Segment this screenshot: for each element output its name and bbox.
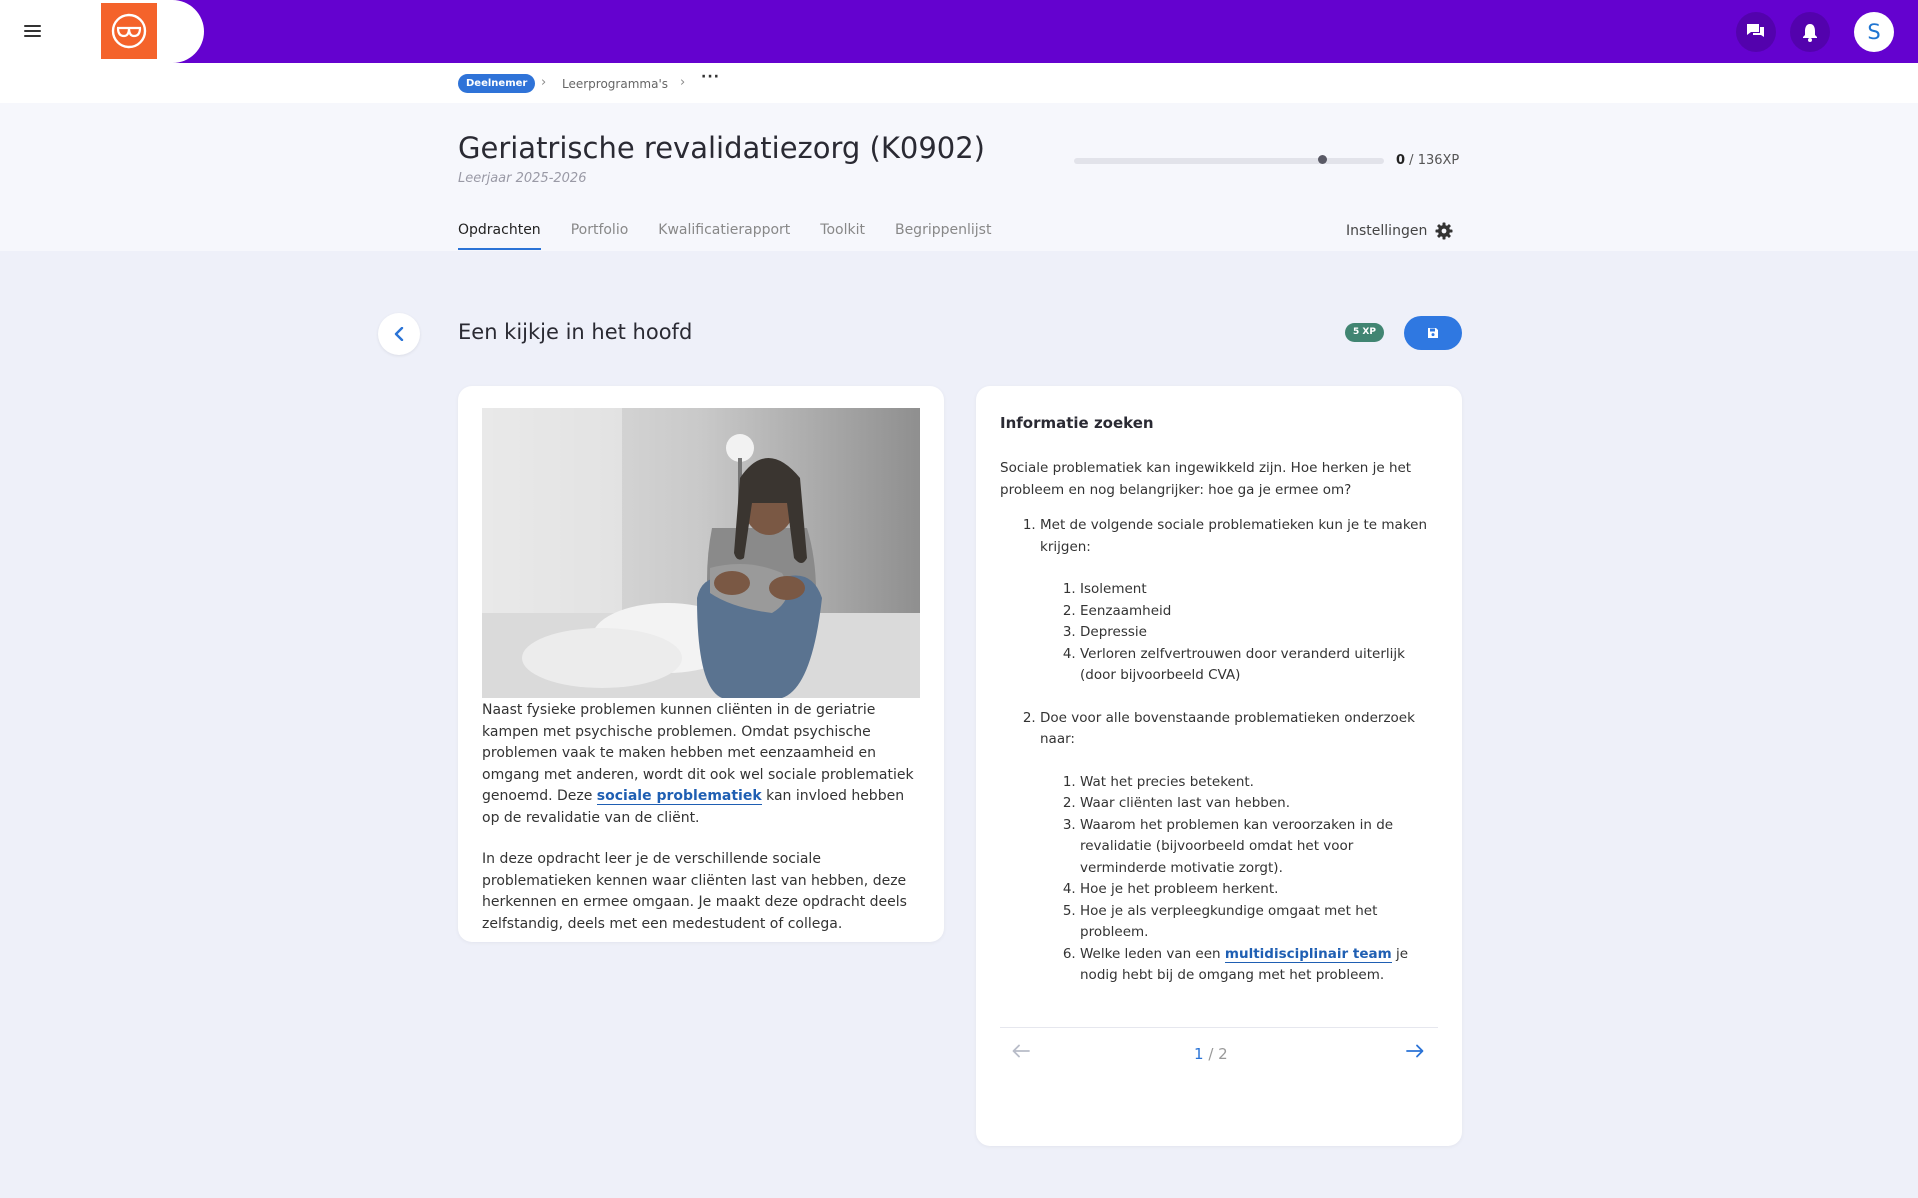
course-header [0,103,1918,251]
list-item: 4. Verloren zelfvertrouwen door veranderd uiterlijk (door bijvoorbeeld CVA) [1080,644,1440,687]
chat-icon [1746,23,1766,41]
current-page: 1 [1194,1045,1204,1063]
list-item [1080,944,1440,987]
page-separator: / [1203,1045,1219,1063]
pager-divider [1000,1027,1438,1028]
bell-icon [1802,23,1818,42]
next-page-button[interactable] [1406,1043,1424,1062]
menu-icon [24,25,41,38]
tab-opdrachten[interactable]: Opdrachten [458,222,541,250]
list-item: 3. Waarom het problemen kan veroorzaken in de revalidatie (bijvoorbeeld omdat het voor verminderde motivatie zorgt). [1080,815,1440,880]
back-button[interactable] [378,313,420,355]
save-icon [1427,327,1439,339]
task-step-label: Doe voor alle bovenstaande problematieken onderzoek naar: [1040,709,1415,747]
xp-badge: 5 XP [1345,323,1384,342]
arrow-right-icon [1406,1044,1424,1058]
user-avatar[interactable]: S [1854,12,1894,52]
assignment-image [482,408,920,698]
list-item-text: Welke leden van een [1080,945,1225,962]
link-multidisciplinair-team[interactable]: multidisciplinair team [1224,945,1392,962]
task-content [1000,458,1440,1008]
list-item-text: je nodig hebt bij de omgang met het probleem. [1080,945,1409,983]
task-card [976,386,1462,1146]
total-pages: 2 [1218,1045,1228,1063]
task-step-1 [1040,515,1440,687]
problem-list [1040,579,1440,687]
intro-paragraph-2: In deze opdracht leer je de verschillende sociale problematieken kennen waar cliënten last van hebben, deze herkennen en ermee omgaan. Je maakt deze opdracht deels zelfstandig, deels met een medestudent of collega. [482,851,907,932]
menu-button[interactable] [0,0,64,63]
tab-kwalificatierapport[interactable]: Kwalificatierapport [658,222,791,238]
tab-bar [458,222,1021,250]
list-item: 4. Hoe je het probleem herkent. [1080,879,1440,901]
intro-card [458,386,944,942]
logo-glasses-icon[interactable] [101,3,157,59]
settings-label: Instellingen [1346,223,1428,239]
page-subtitle: Leerjaar 2025-2026 [458,171,587,186]
list-item: 1. Wat het precies betekent. [1080,772,1440,794]
page-title: Geriatrische revalidatiezorg (K0902) [458,131,985,165]
breadcrumb [0,63,1918,103]
list-item: 2. Eenzaamheid [1080,601,1440,623]
breadcrumb-separator: › [541,75,547,90]
link-sociale-problematiek[interactable]: sociale problematiek [596,788,762,804]
gear-icon [1435,222,1453,240]
xp-current: 0 [1396,153,1406,168]
list-item: 2. Waar cliënten last van hebben. [1080,793,1440,815]
tab-portfolio[interactable]: Portfolio [570,222,629,238]
intro-paragraph-1 [482,700,922,829]
xp-progress-label [1396,153,1459,168]
chat-button[interactable] [1736,12,1776,52]
breadcrumb-item-leerprogrammas[interactable]: Leerprogramma's [562,77,668,91]
research-list [1040,772,1440,987]
intro-text-part: Naast fysieke problemen kunnen cliënten in de geriatrie kampen met psychische problemen. Omdat psychische problemen vaak te maken hebben met eenzaamheid en omgang met anderen, wordt dit ook wel sociale problematiek genoemd. Deze [482,702,914,804]
tab-toolkit[interactable]: Toolkit [820,222,865,238]
intro-text [482,700,922,955]
list-item: 3. Depressie [1080,622,1440,644]
save-button[interactable] [1404,316,1462,350]
tab-begrippenlijst[interactable]: Begrippenlijst [894,222,992,238]
task-step-label: Met de volgende sociale problematieken kun je te maken krijgen: [1040,517,1428,555]
xp-progress-bar [1074,158,1384,164]
previous-page-button[interactable] [1012,1043,1030,1062]
xp-progress-marker [1318,155,1327,164]
role-badge[interactable]: Deelnemer [458,74,535,93]
task-step-2 [1040,708,1440,987]
task-steps [1000,515,1440,987]
page-indicator [1194,1045,1228,1063]
arrow-left-icon [1012,1044,1030,1058]
list-item: 5. Hoe je als verpleegkundige omgaat met het probleem. [1080,901,1440,944]
settings-button[interactable] [1346,222,1453,240]
task-title: Informatie zoeken [1000,414,1154,432]
breadcrumb-separator: › [680,75,686,90]
task-intro: Sociale problematiek kan ingewikkeld zijn. Hoe herken je het probleem en nog belangrijker: hoe ga je ermee om? [1000,460,1412,498]
breadcrumb-more[interactable]: ··· [701,69,720,85]
top-bar [0,0,1918,63]
intro-text-part: kan invloed hebben op de revalidatie van de cliënt. [482,788,905,826]
xp-total: / 136XP [1405,153,1460,168]
list-item: 1. Isolement [1080,579,1440,601]
chevron-left-icon [393,327,405,341]
notifications-button[interactable] [1790,12,1830,52]
assignment-title: Een kijkje in het hoofd [458,320,693,344]
